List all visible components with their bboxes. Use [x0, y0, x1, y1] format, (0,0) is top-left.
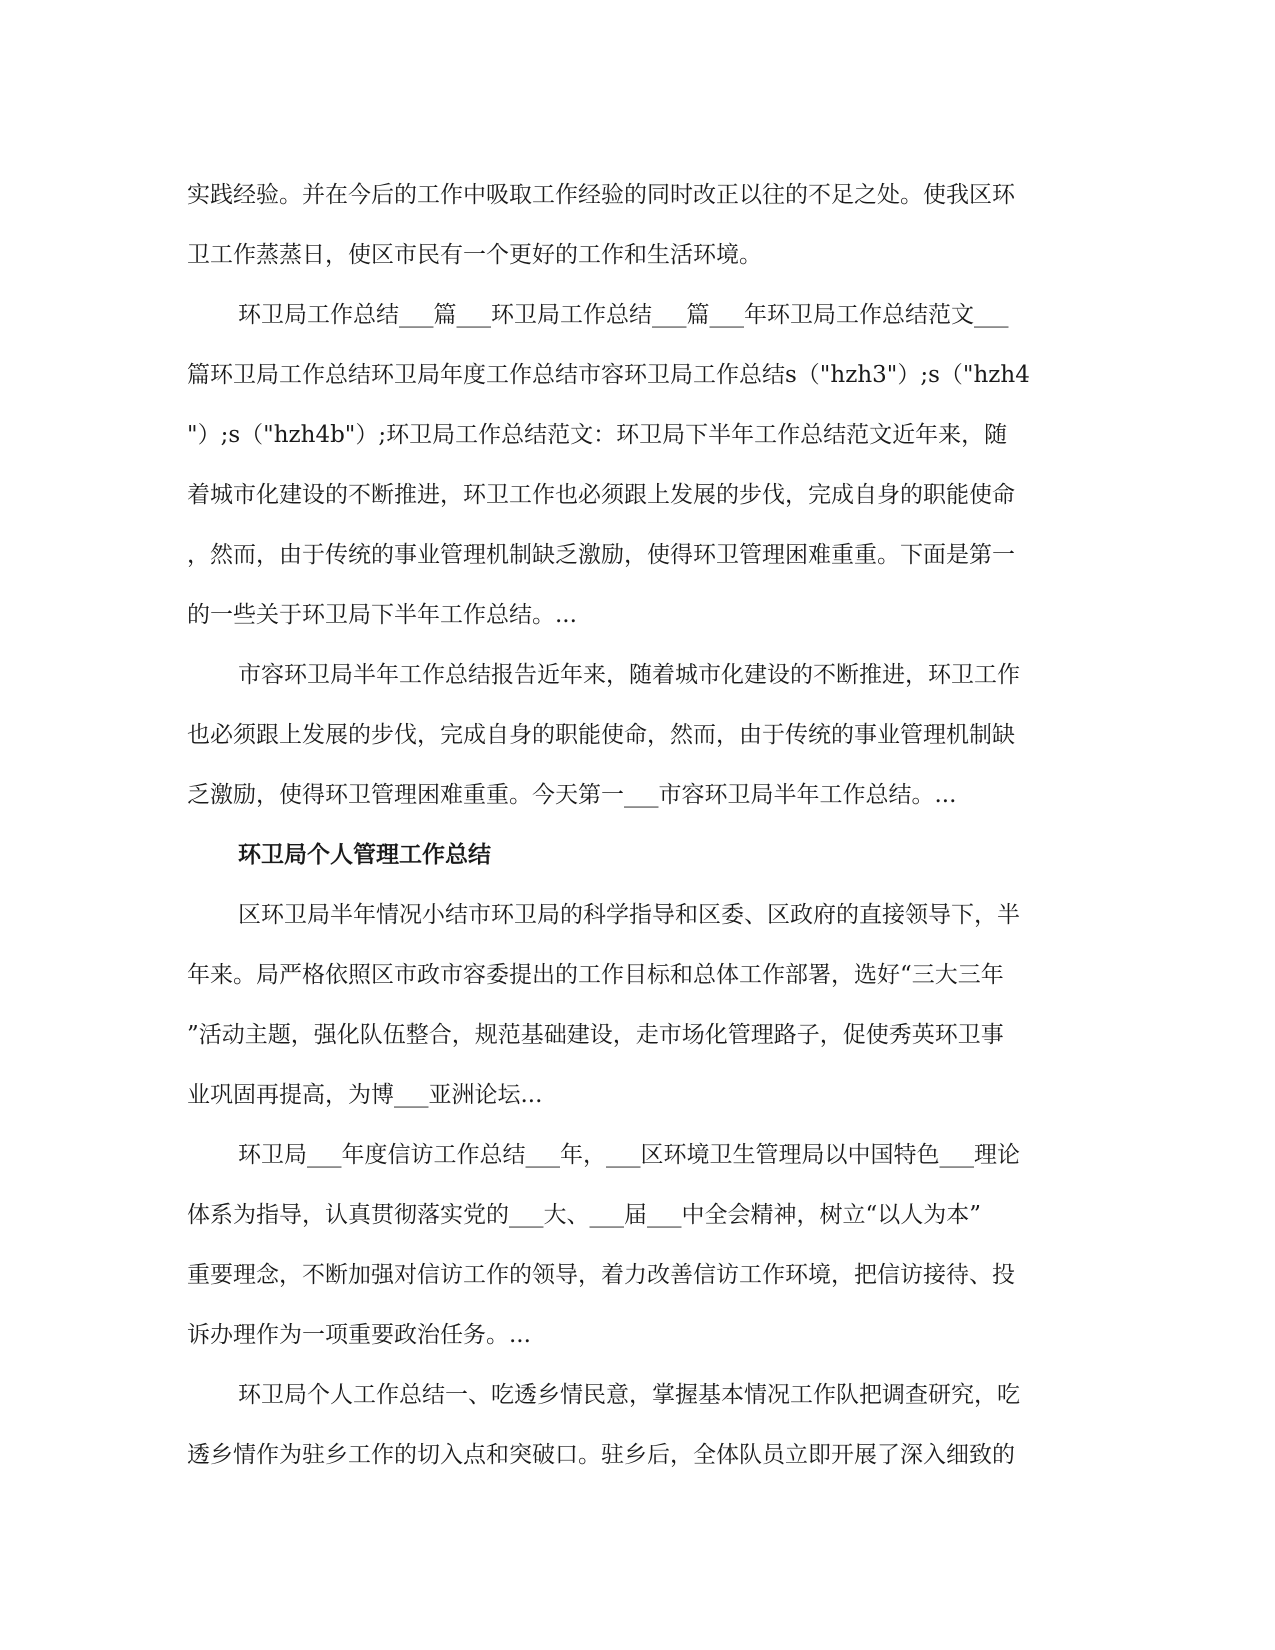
body-text-line: 诉办理作为一项重要政治任务。...: [187, 1322, 531, 1348]
body-text-line: 乏激励，使得环卫管理困难重重。今天第一___市容环卫局半年工作总结。...: [187, 782, 957, 808]
body-text-line: 透乡情作为驻乡工作的切入点和突破口。驻乡后，全体队员立即开展了深入细致的: [187, 1442, 1015, 1468]
body-text-line: ，然而，由于传统的事业管理机制缺乏激励，使得环卫管理困难重重。下面是第一: [187, 542, 1015, 568]
paragraph-first-line: 环卫局个人工作总结一、吃透乡情民意，掌握基本情况工作队把调查研究，吃: [238, 1382, 1020, 1408]
body-text-line: 实践经验。并在今后的工作中吸取工作经验的同时改正以往的不足之处。使我区环: [187, 182, 1015, 208]
body-text-line: 着城市化建设的不断推进，环卫工作也必须跟上发展的步伐，完成自身的职能使命: [187, 482, 1015, 508]
body-text-line: 年来。局严格依照区市政市容委提出的工作目标和总体工作部署，选好“三大三年: [187, 962, 1004, 988]
body-text-line: "）;s（"hzh4b"）;环卫局工作总结范文：环卫局下半年工作总结范文近年来，随: [187, 422, 1008, 448]
paragraph-first-line: 环卫局工作总结___篇___环卫局工作总结___篇___年环卫局工作总结范文___: [238, 302, 1009, 328]
section-heading: 环卫局个人管理工作总结: [238, 841, 491, 868]
paragraph-first-line: 环卫局___年度信访工作总结___年，___区环境卫生管理局以中国特色___理论: [238, 1142, 1020, 1168]
body-text-line: 体系为指导，认真贯彻落实党的___大、___届___中全会精神，树立“以人为本”: [187, 1202, 982, 1228]
body-text-line: 重要理念，不断加强对信访工作的领导，着力改善信访工作环境，把信访接待、投: [187, 1262, 1015, 1288]
body-text-line: 也必须跟上发展的步伐，完成自身的职能使命，然而，由于传统的事业管理机制缺: [187, 722, 1015, 748]
body-text-line: 卫工作蒸蒸日，使区市民有一个更好的工作和生活环境。: [187, 242, 762, 268]
paragraph-first-line: 区环卫局半年情况小结市环卫局的科学指导和区委、区政府的直接领导下，半: [238, 902, 1020, 928]
body-text-line: 业巩固再提高，为博___亚洲论坛...: [187, 1082, 543, 1108]
paragraph-first-line: 市容环卫局半年工作总结报告近年来，随着城市化建设的不断推进，环卫工作: [238, 662, 1020, 688]
body-text-line: 的一些关于环卫局下半年工作总结。...: [187, 602, 577, 628]
body-text-line: 篇环卫局工作总结环卫局年度工作总结市容环卫局工作总结s（"hzh3"）;s（"hzh4: [187, 362, 1030, 388]
body-text-line: ”活动主题，强化队伍整合，规范基础建设，走市场化管理路子，促使秀英环卫事: [187, 1022, 1004, 1048]
